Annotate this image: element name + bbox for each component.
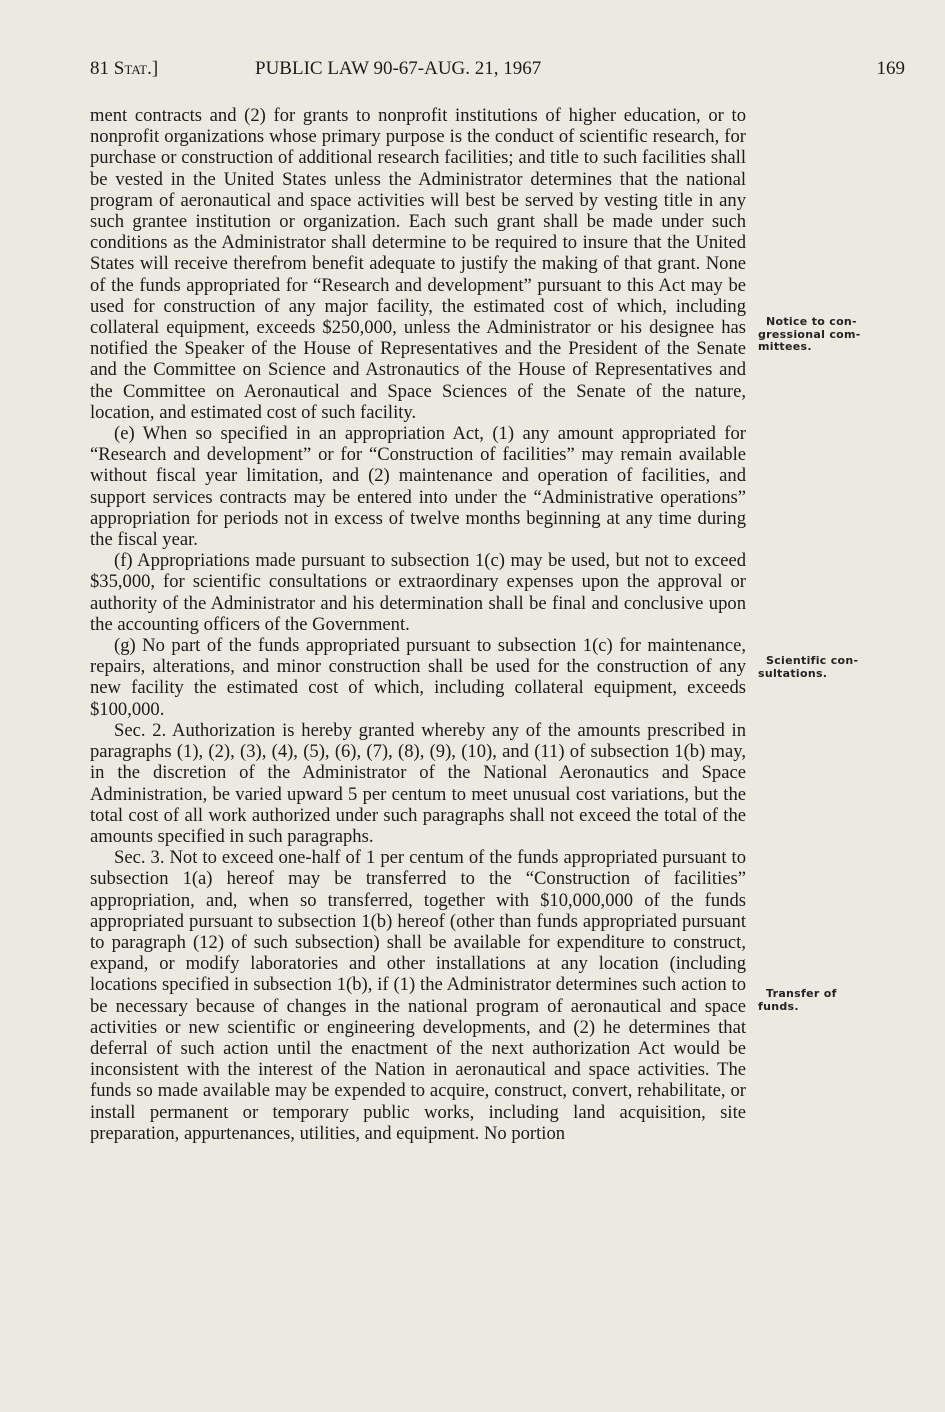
margin-note-transfer: Transfer of funds. [758,987,837,1013]
page-number: 169 [876,58,905,79]
margin-note-scientific: Scientific con- sultations. [758,654,859,680]
paragraph: Sec. 3. Not to exceed one-half of 1 per centum of the funds appropriated pursuant to subsection 1(a) hereof may be transferred to the “Construction of facilities” appropriation, and, when so transferred, together with $10,000,000 of the funds appropriated pursuant to subsection 1(b) hereof (other than funds appropriated pursuant to paragraph (12) of such subsection) shall be available for expenditure to construct, expand, or modify laboratories and other installations at any location (including locations specified in subsection 1(b), if (1) the Administrator determines such action to be necessary because of changes in the national program of aeronautical and space activities or new scientific or engineering developments, and (2) he determines that deferral of such action until the enactment of the next authorization Act would be inconsistent with the interest of the Nation in aeronautical and space activities. The funds so made available may be expended to acquire, construct, convert, rehabilitate, or install permanent or temporary public works, including land acquisition, site preparation, appurtenances, utilities, and equipment. No portion [90,847,746,1144]
page-header [90,58,905,88]
paragraph: (f) Appropriations made pursuant to subsection 1(c) may be used, but not to exceed $35,000, for scientific consultations or extraordinary expenses upon the approval or authority of the Administrator and his determination shall be final and conclusive upon the accounting officers of the Government. [90,550,746,635]
paragraph: (e) When so specified in an appropriation Act, (1) any amount appropriated for “Research and development” or for “Construction of facilities” may remain available without fiscal year limitation, and (2) maintenance and operation of facilities, and support services contracts may be entered into under the “Administrative operations” appropriation for periods not in excess of twelve months beginning at any time during the fiscal year. [90,423,746,551]
paragraph: ment contracts and (2) for grants to nonprofit institutions of higher education, or to nonprofit organizations whose primary purpose is the conduct of scientific research, for purchase or construction of additional research facilities; and title to such facilities shall be vested in the United States unless the Administrator determines that the national program of aeronautical and space activities will best be served by vesting title in any such grantee institution or organization. Each such grant shall be made under such conditions as the Administrator shall determine to be required to insure that the United States will receive therefrom benefit adequate to justify the making of that grant. None of the funds appropriated for “Research and development” pursuant to this Act may be used for construction of any major facility, the estimated cost of which, including collateral equipment, exceeds $250,000, unless the Administrator or his designee has notified the Speaker of the House of Representatives and the President of the Senate and the Committee on Science and Astronautics of the House of Representatives and the Committee on Aeronautical and Space Sciences of the Senate of the nature, location, and estimated cost of such facility. [90,105,746,423]
paragraph: (g) No part of the funds appropriated pursuant to subsection 1(c) for maintenance, repairs, alterations, and minor construction shall be used for the construction of any new facility the estimated cost of which, including collateral equipment, exceeds $100,000. [90,635,746,720]
statute-reference: 81 Stat.] [90,58,159,79]
page-title: PUBLIC LAW 90-67-AUG. 21, 1967 [255,58,542,79]
margin-note-congressional: Notice to con- gressional com- mittees. [758,315,861,353]
body-text [90,105,746,1144]
paragraph: Sec. 2. Authorization is hereby granted whereby any of the amounts prescribed in paragraphs (1), (2), (3), (4), (5), (6), (7), (8), (9), (10), and (11) of subsection 1(b) may, in the discretion of the Administrator of the National Aeronautics and Space Administration, be varied upward 5 per centum to meet unusual cost variations, but the total cost of all work authorized under such paragraphs shall not exceed the total of the amounts specified in such paragraphs. [90,719,746,847]
